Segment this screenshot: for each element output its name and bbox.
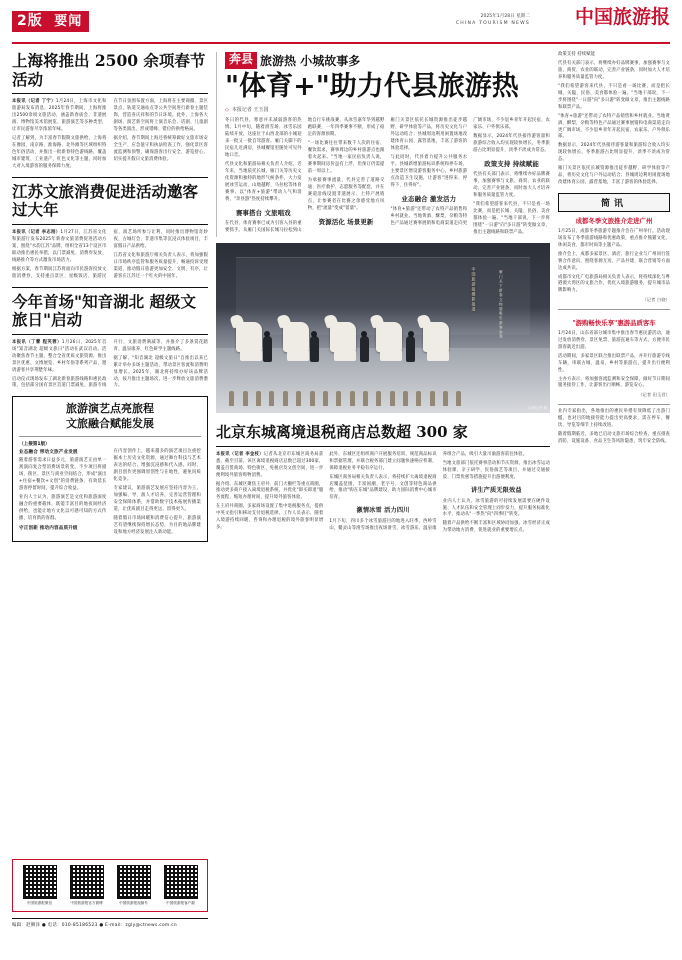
feature-p2: 代县文化和旅游局相关负责人介绍，近年来，当地依托长城、雁门关等历史文化资源和独特的地形气候条件，大力发展冰雪运动、山地越野、马拉松等体育赛事，以"体育+旅游"带动人气和消费，"奔县游"热度持续攀升。: [225, 161, 302, 202]
qr-code-icon[interactable]: [117, 865, 151, 899]
qr-code-icon[interactable]: [23, 865, 57, 899]
brief-p1: 1月25日，成都冬季旅游专题推介会在广州举行。活动现场发布了冬季旅游线路和优惠政策，重点推介熊猫文化、休闲美食、都市时尚等主题产品。: [558, 228, 670, 248]
article-shanghai-p2: 记者了解到，为丰富春节假期文旅供给，上海将在豫园、南京路、淮海路、北外滩等区域组织特色年俗活动，并推出一批新春特色游线路，覆盖城市建筑、工业遗产、红色文化等主题，同时加大对入境游客的服务保障力度。: [12, 135, 107, 169]
mid-sub2-p2: 随着产品供给不断丰富和区域协同加强，冰雪经济正成为带动地方消费、促进就业的重要增长点。: [442, 521, 550, 534]
feature-photo: [216, 243, 550, 413]
photo-overlay-text: 中国旅游报摄影报道: [471, 266, 477, 312]
feature-p3: 在代县，体育赛事已成为引客入县的重要抓手。从雁门关国际长城马拉松到山地自行车挑战赛，从冰雪嘉年华到越野跑联赛，一年四季赛事不断，形成了稳定的客源预期。: [225, 118, 385, 233]
feature-p10: 代县有关部门表示，将继续办好品牌赛事，加强赛事与文旅、商贸、农业的联动，完善产业链条，同时加大人才培养和服务质量监管力度。: [473, 172, 550, 199]
runover-p1: 政策支持 持续赋能: [558, 52, 596, 57]
qr-code-icon[interactable]: [164, 865, 198, 899]
qr-code-box: [12, 859, 208, 912]
brief-title: 成都冬季文旅推介走进广州: [575, 217, 653, 226]
feature-article: [216, 52, 550, 237]
feature-kicker: [225, 52, 550, 69]
runover-p2: 代县有关部门表示，将继续办好品牌赛事，加强赛事与文旅、商贸、农业的联动，完善产业链条，同时加大人才培养和服务质量监管力度。: [558, 60, 670, 80]
feature-kicker-highlight: 奔县: [225, 52, 257, 68]
brief-p2: 随着假期临近，多地已启动文旅市场综合检查，重点排查消防、设施设备、食品卫生等风险隐患，筑牢安全防线。: [558, 432, 670, 445]
article-beijing-p4: 此外，东城区还组织商户开展服务培训，规范商品标识和票据管理，并联合税务部门建立问题快速响应机制，保障退税业务平稳有序运行。: [329, 451, 437, 471]
middle-column: [216, 52, 550, 928]
boxed-divider: [19, 436, 201, 437]
feature-p7: 与此同时，代县着力提升公共服务水平。县城新增旅游标识系统和停车场，主要景区增设游客服务中心，乡村旅游点改造卫生设施，让游客"进得来、停得下、住得好"。: [390, 155, 468, 188]
article-beijing-p5: 东城区商务局相关负责人表示，将持续扩大离境退税商店覆盖范围，丰富国潮、老字号、文创等特色商品供给，推动"购在东城"品牌建设，助力国际消费中心城市培育。: [329, 474, 437, 501]
brief-p2: 活动期间，多家景区联合推出联票产品，并开行旅游专线车辆，串联古城、温泉、乡村等旅游点，提升出行便利性。: [558, 353, 670, 373]
runover-p3: "我们希望游客来代县，不只是看一场比赛，而是把长城、关隘、民俗、美食都体验一遍。"当地干部说，下一步将围绕"一日游"向"多日游"转变做文章，推出主题线路和联票产品。: [558, 83, 670, 110]
brief-p3: 成都市文化广电旅游局相关负责人表示，将持续深化与粤港澳大湾区的文旅合作，优化入境旅游服务，提升城市品牌影响力。: [558, 274, 670, 294]
brief-p1: 业内专家指出，各地推出的惠民举措有效降低了出游门槛，也对目的地接待能力提出更高要求，需在停车、餐饮、导览等细节上持续改进。: [558, 409, 670, 429]
left-column: [12, 52, 208, 928]
photo-overlay-subtext: 雁门关下新春文物展吸引游客参观: [499, 270, 504, 340]
photo-horse-statue: [236, 322, 262, 352]
masthead-dateline: [456, 14, 530, 28]
brief-signature: （记者 白骁）: [642, 297, 670, 303]
photo-terracotta-rows: [216, 355, 550, 406]
brief-divider-1: [558, 309, 670, 310]
page-footer: 编辑：赵腾泽 ● 电话：010-85186523 ● E-mail：zgly@ctnews.com.cn: [12, 918, 208, 928]
feature-p8: "体育+旅游"还带动了农特产品销售和乡村就业。当地黄酒、酥梨、杂粮等特色产品通过赛事展销和电商渠道走向更广阔市场，不少返乡青年开起民宿、农家乐、户外俱乐部。: [390, 118, 550, 227]
feature-subhead-1: 赛事搭台 文旅唱戏: [236, 208, 291, 217]
qr-item[interactable]: [66, 865, 107, 906]
brief-item: [558, 409, 670, 446]
boxed-continuation-tag: （上接第1版）: [19, 442, 50, 448]
article-shanghai-p1: 1月24日，上海市文化和旅游局发布消息，2025年春节期间，上海将推出2500余项文旅活动，涵盖新春庙会、非遗展演、博物馆美术馆展览、旅游演艺等多种类型，让市民游客尽享浓浓年味。: [12, 99, 107, 132]
runover-p4: "体育+旅游"还带动了农特产品销售和乡村就业。当地黄酒、酥梨、杂粮等特色产品通过赛事展销和电商渠道走向更广阔市场，不少返乡青年开起民宿、农家乐、户外俱乐部。: [558, 113, 670, 140]
boxed-subhead-2: 守正创新 推动内容品质升级: [19, 526, 78, 532]
boxed-p2: 业内人士认为，旅游演艺是文化和旅游深度融合的重要载体，既能丰富目的地夜间经济供给，也能让地方文化以可感可知的方式传播，培育新的客群。: [19, 495, 107, 522]
paper-name: 中国旅游报: [574, 6, 670, 28]
feature-byline: [225, 106, 550, 113]
article-jiangsu: [12, 183, 208, 281]
page-columns: [12, 52, 670, 928]
masthead-paper-en: CHINA TOURISM NEWS: [455, 20, 530, 26]
byline-mark-icon: ◇: [225, 107, 229, 114]
mid-sub1-p1: 1月下旬，四川多个冰雪旅游目的地进入旺季。西岭雪山、鳖灵山等滑雪场推出夜场滑雪、冰雪游乐、温泉康养组合产品，吸引大量川渝游客前往体验。: [329, 451, 528, 532]
article-jiangsu-dateline: 本报讯（记者 李志刚）: [12, 229, 61, 235]
qr-item[interactable]: [160, 865, 201, 906]
brief-item: [558, 212, 670, 304]
article-jiangsu-p1: 1月27日，江苏省文化和旅游厅发布2025年新春文旅消费促进活动方案，围绕"水韵江苏"品牌，组织全省13个设区市联动推出惠民举措，以门票减免、消费券发放、线路推介等方式激发市场活力。: [12, 229, 107, 263]
article-beijing-headline: 北京东城离境退税商店总数超 300 家: [216, 423, 550, 447]
mid-sub2-p1: 业内人士认为，冰雪旅游的可持续发展需要在硬件设施、人才队伍和安全管理上同步发力，提升服务标准化水平，推动从"一季热"向"四季旺"转变。: [442, 498, 550, 518]
article-beijing-p2: 据介绍，东城区聚焦王府井、前门大栅栏等重点商圈，推动更多商户接入离境退税系统，并优化"即买即退"服务流程，缩短办理时间，提升境外旅客体验。: [216, 481, 324, 501]
feature-subhead-4: 政策支持 持续赋能: [484, 160, 539, 168]
feature-kicker-rest: 旅游热 小城故事多: [260, 54, 361, 68]
article-beijing-body: [216, 452, 550, 536]
feature-subhead-3: 业态融合 激发活力: [401, 194, 457, 203]
brief-item: [558, 314, 670, 399]
article-shanghai-p4: 据介绍，春节期间上海还将统筹做好文旅市场安全生产、应急值守和执法检查工作，强化景区客流监测和预警，确保游客出行安全、游览舒心，切实提升假日文旅消费体验。: [113, 135, 208, 162]
boxed-subhead-1: 业态融合 带动文旅产业发展: [19, 450, 78, 456]
feature-p6: 雁门关景区依托长城资源推出徒步越野、研学体验等产品，将历史文化与户外运动结合；县城周边利用闲置场地改建体育公园、露营基地，丰富了游客的体验选择。: [390, 118, 468, 152]
article-hubei: [12, 293, 208, 391]
article-jiangsu-p2: 根据方案，春节期间江苏将面向市民游客投放文旅消费券，支持重点景区、星级饭店、旅游民宿、演艺场所参与让利，同时推出博物馆奇妙夜、古城灯会、非遗市集等沉浸式体验项目，丰富假日产品供给。: [12, 229, 208, 279]
brief-divider-2: [558, 404, 670, 405]
article-hubei-dateline: 本报讯（丁蕾 程芙蓉）: [12, 339, 62, 345]
feature-p1: 冬日的代县，寒意并未减弱游客的热情。1月中旬，随着滑雪场、冰雪乐园陆续开放，这座位于山西北部的小城迎来一批又一批自驾游客。雁门关脚下的民宿几近满房，县城餐馆里随处可见外地口音。: [225, 118, 302, 158]
qr-item[interactable]: [19, 865, 60, 906]
qr-label: 中国旅游报视频号: [119, 901, 148, 905]
brief-signature: （记者 田玉君）: [638, 392, 670, 398]
qr-label: 中国旅游报微信: [26, 901, 53, 905]
right-column: [558, 52, 670, 928]
article-beijing-p1: 记者从北京市东城区商务局获悉，截至目前，该区离境退税商店总数已超过300家，覆盖百货商场、特色街区、免税店及文创空间，进一步便利境外旅客购物消费。: [216, 451, 324, 478]
article-performance-boxed: [12, 396, 208, 542]
article-hubei-p3: 据了解，"知音湖北 超级文旅日"自推出以来已累计举办多场主题活动，带动景区客流和消费明显增长。2025年，湖北将持续办好该品牌活动，按月推出主题场次，进一步释放文旅消费潜力。: [113, 355, 208, 389]
photo-horse-statue: [376, 322, 402, 352]
qr-item[interactable]: [113, 865, 154, 906]
article-shanghai-headline: 上海将推出 2500 余项春节活动: [12, 52, 208, 94]
runover-p6: 雁门关景区依托长城资源推出徒步越野、研学体验等产品，将历史文化与户外运动结合；县城周边利用闲置场地改建体育公园、露营基地，丰富了游客的体验选择。: [558, 166, 670, 186]
photo-horse-statue: [283, 322, 309, 352]
feature-subhead-2: 资源活化 场景更新: [318, 217, 374, 226]
feature-p11: "我们希望游客来代县，不只是看一场比赛，而是把长城、关隘、民俗、美食都体验一遍。"当地干部说，下一步将围绕"一日游"向"多日游"转变做文章，推出主题线路和联票产品。: [473, 202, 550, 235]
brief-title: "游购畅快乐享"惠游品质客车: [572, 319, 656, 328]
feature-byline-text: 本报记者 王玉国: [231, 107, 269, 114]
paper-logo: [575, 8, 670, 27]
article-hubei-headline: 今年首场"知音湖北 超级文旅日"启动: [12, 293, 208, 335]
mid-subhead-2: 讲生产质无限效益: [470, 486, 522, 494]
boxed-p5: 随着假日市场回暖和消费信心提升，旅游演艺有望继续保持增长态势，为目的地品牌建设和地方经济发展注入新动能。: [113, 515, 201, 535]
runover-p5: 数据显示，2024年代县接待游客量和旅游综合收入均实现较快增长，冬季旅游占比明显提升，淡季不淡成为常态。: [558, 143, 670, 163]
qr-label: 中国旅游报官方微博: [70, 901, 103, 905]
boxed-title-line1: 旅游演艺点亮旅程: [66, 402, 154, 416]
article-beijing-dateline: 本报讯（记者 李金枝）: [216, 451, 264, 457]
right-col-runover: [558, 52, 670, 187]
brief-p1: 1月24日，山东省部分城市集中推出春节惠民游活动，通过发放消费券、景区免票、旅游直通车等方式，方便市民游客就近出游。: [558, 330, 670, 350]
mid-sub1-p2: 当地文旅部门依托赛事活动和节庆资源，推出冰雪运动体验课、亲子研学、民俗演艺等项目，并通过交通接驳、门票优惠等措施提升出游便利度。: [442, 460, 550, 480]
article-shanghai-p3: 在节日氛围布置方面，上海将在主要商圈、景区景点、轨道交通站点等公共空间进行新春主题装饰，营造喜庆祥和的节日环境。此外，上海各大剧场、演艺新空间将上演音乐会、话剧、儿童剧等各类演出，形成错峰、错位的供给格局。: [113, 99, 208, 132]
feature-p4: "一场比赛往往带来数千人次的住宿、餐饮需求，赛事周边的乡村旅游点也跟着火起来。"当地一家民宿负责人说，赛事期间房价虽有上浮，但预订仍需提前一周以上。: [307, 141, 385, 174]
article-hubei-p2: 启动仪式现场发布了湖北新春旅游线路和惠民政策，包括部分国有景区首道门票减免、旅游专线开行、文旅消费满减等，并推介了多条赏花踏青、温泉康养、红色研学主题线路。: [12, 339, 208, 389]
page-badge-section: 要闻: [54, 14, 83, 29]
divider-2: [12, 287, 208, 288]
brief-p3: 主办方表示，将加强客流监测和安全保障，做好节日期间服务接待工作，让游客出行顺畅、游览安心。: [558, 376, 670, 389]
photo-horse-statue: [423, 322, 449, 352]
feature-p9: 数据显示，2024年代县接待游客量和旅游综合收入均实现较快增长，冬季旅游占比明显提升，淡季不淡成为常态。: [473, 134, 550, 154]
masthead: [12, 6, 670, 44]
article-jiangsu-headline: 江苏文旅消费促进活动邀客过大年: [12, 183, 208, 225]
brief-p2: 推介会上，成都多家景区、酒店、旅行企业与广州同行签署合作意向，围绕客源互送、产品共建、联合营销等方面达成共识。: [558, 251, 670, 271]
mid-subhead-1: 激情冰雪 活力四川: [356, 507, 410, 515]
briefs-section-title: 简讯: [558, 193, 670, 212]
boxed-title-line2: 文旅融合赋能发展: [66, 416, 154, 430]
article-hubei-p1: 1月26日，2025年首场"知音湖北 超级文旅日"活动在武汉启动。活动聚焦春节主题，整合全省优质文旅资源，推出景区优惠、文博展览、乡村年俗等系列产品，邀请游客共享荆楚年味。: [12, 339, 107, 373]
page-badge-number: 2版: [17, 13, 43, 29]
qr-label: 中国旅游报客户端: [166, 901, 195, 905]
boxed-p1: 随着游客需求日益多元，旅游演艺正由单一观演向复合型消费场景转变。不少项目将剧场、街区、景区与商业空间结合，形成"演出+住宿+餐饮+文创"的消费链条，有效延长游客停留时间，提升综合收益。: [19, 458, 107, 492]
feature-p5: 为承接赛事流量，代县完善了道路交通、医疗救护、志愿服务等配套，并在赛道沿线设置非遗展示、土特产展销点，让参赛者在比赛之余感受地方风物，把"流量"变成"留量"。: [307, 177, 385, 211]
article-shanghai-dateline: 本报讯（记者 丁宁）: [12, 99, 56, 105]
qr-code-icon[interactable]: [70, 865, 104, 899]
article-beijing-p3: 在王府井商圈，多家商场设置了集中退税服务点，提供中英文指引和移动支付退税选择。工作人员表示，随着入境游持续回暖，咨询和办理退税的境外旅客明显增多。: [216, 504, 324, 531]
photo-horse-statue: [330, 322, 356, 352]
article-jiangsu-p3: 江苏省文化和旅游厅相关负责人表示，将加强假日市场秩序监管和服务质量提升，畅通投诉受理渠道，推动假日旅游更加安全、文明、有序，让游客在江苏过一个红火的中国年。: [113, 252, 208, 279]
masthead-date: 2025年1月28日 星期二: [480, 14, 530, 19]
feature-headline: "体育+"助力代县旅游热: [225, 71, 519, 102]
article-shanghai: [12, 52, 208, 171]
page-badge: [12, 11, 89, 32]
boxed-p3: 在内容创作上，越来越多的演艺项目注重挖掘本土历史文化资源，通过舞台科技与艺术表达的结合，增强沉浸感和代入感。同时，剧目创作更强调原创性与在地性，避免同质化竞争。: [113, 449, 201, 482]
boxed-p4: 专家建议，旅游演艺发展应坚持内容为王，加强编、导、演人才培养，完善运营管理和安全保障体系，并借助数字技术拓展传播渠道，让优质剧目走得更远、留得更久。: [113, 485, 201, 512]
photo-credit: 本报记者 摄: [527, 405, 547, 410]
divider-1: [12, 177, 208, 178]
